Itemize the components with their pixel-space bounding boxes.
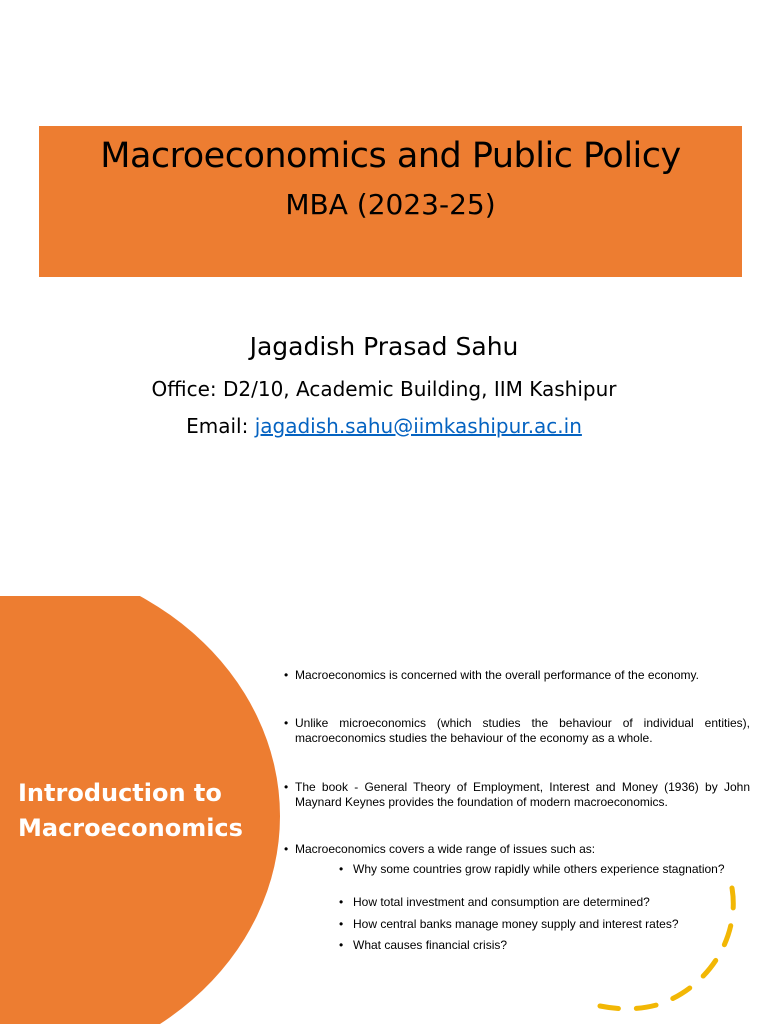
intro-slide <box>0 596 768 1024</box>
sub-bullet-dot: • <box>339 895 344 909</box>
author-office: Office: D2/10, Academic Building, IIM Kashipur <box>151 377 617 401</box>
sub-bullet-text: What causes financial crisis? <box>353 938 508 952</box>
sub-bullet-dot: • <box>339 938 344 952</box>
section-title <box>18 776 268 846</box>
email-link[interactable]: jagadish.sahu@iimkashipur.ac.in <box>254 414 582 438</box>
bullet-text: The book - General Theory of Employment, Interest and Money (1936) by John Maynard Keynes provides the foundation of modern macroeconomics. <box>295 780 750 809</box>
bullet-text: Unlike microeconomics (which studies the behaviour of individual entities), macroeconomics studies the behaviour of the economy as a whole. <box>295 716 750 745</box>
author-email-line <box>0 414 768 438</box>
bullet-text: Macroeconomics covers a wide range of issues such as: <box>295 842 596 856</box>
sub-bullet-dot: • <box>339 917 344 931</box>
bullet-text: Macroeconomics is concerned with the overall performance of the economy. <box>295 668 699 682</box>
slide-title: Macroeconomics and Public Policy <box>100 136 681 176</box>
bullet-dot: • <box>284 842 289 856</box>
author-name: Jagadish Prasad Sahu <box>249 332 519 361</box>
sub-bullet-dot: • <box>339 862 344 876</box>
sub-bullet-text: How central banks manage money supply and interest rates? <box>353 917 679 931</box>
section-title-line2: Macroeconomics <box>18 814 243 842</box>
bullet-dot: • <box>284 780 289 794</box>
dashed-arc-decoration <box>590 876 760 1016</box>
slide-gap <box>0 560 768 596</box>
bullet-dot: • <box>284 716 289 730</box>
section-title-line1: Introduction to <box>18 779 222 807</box>
bullet-dot: • <box>284 668 289 682</box>
sub-bullet-text: Why some countries grow rapidly while others experience stagnation? <box>353 862 725 876</box>
sub-bullet-text: How total investment and consumption are determined? <box>353 895 650 909</box>
email-label: Email: <box>186 414 255 438</box>
title-band <box>39 126 742 277</box>
slide-subtitle: MBA (2023-25) <box>285 188 496 221</box>
